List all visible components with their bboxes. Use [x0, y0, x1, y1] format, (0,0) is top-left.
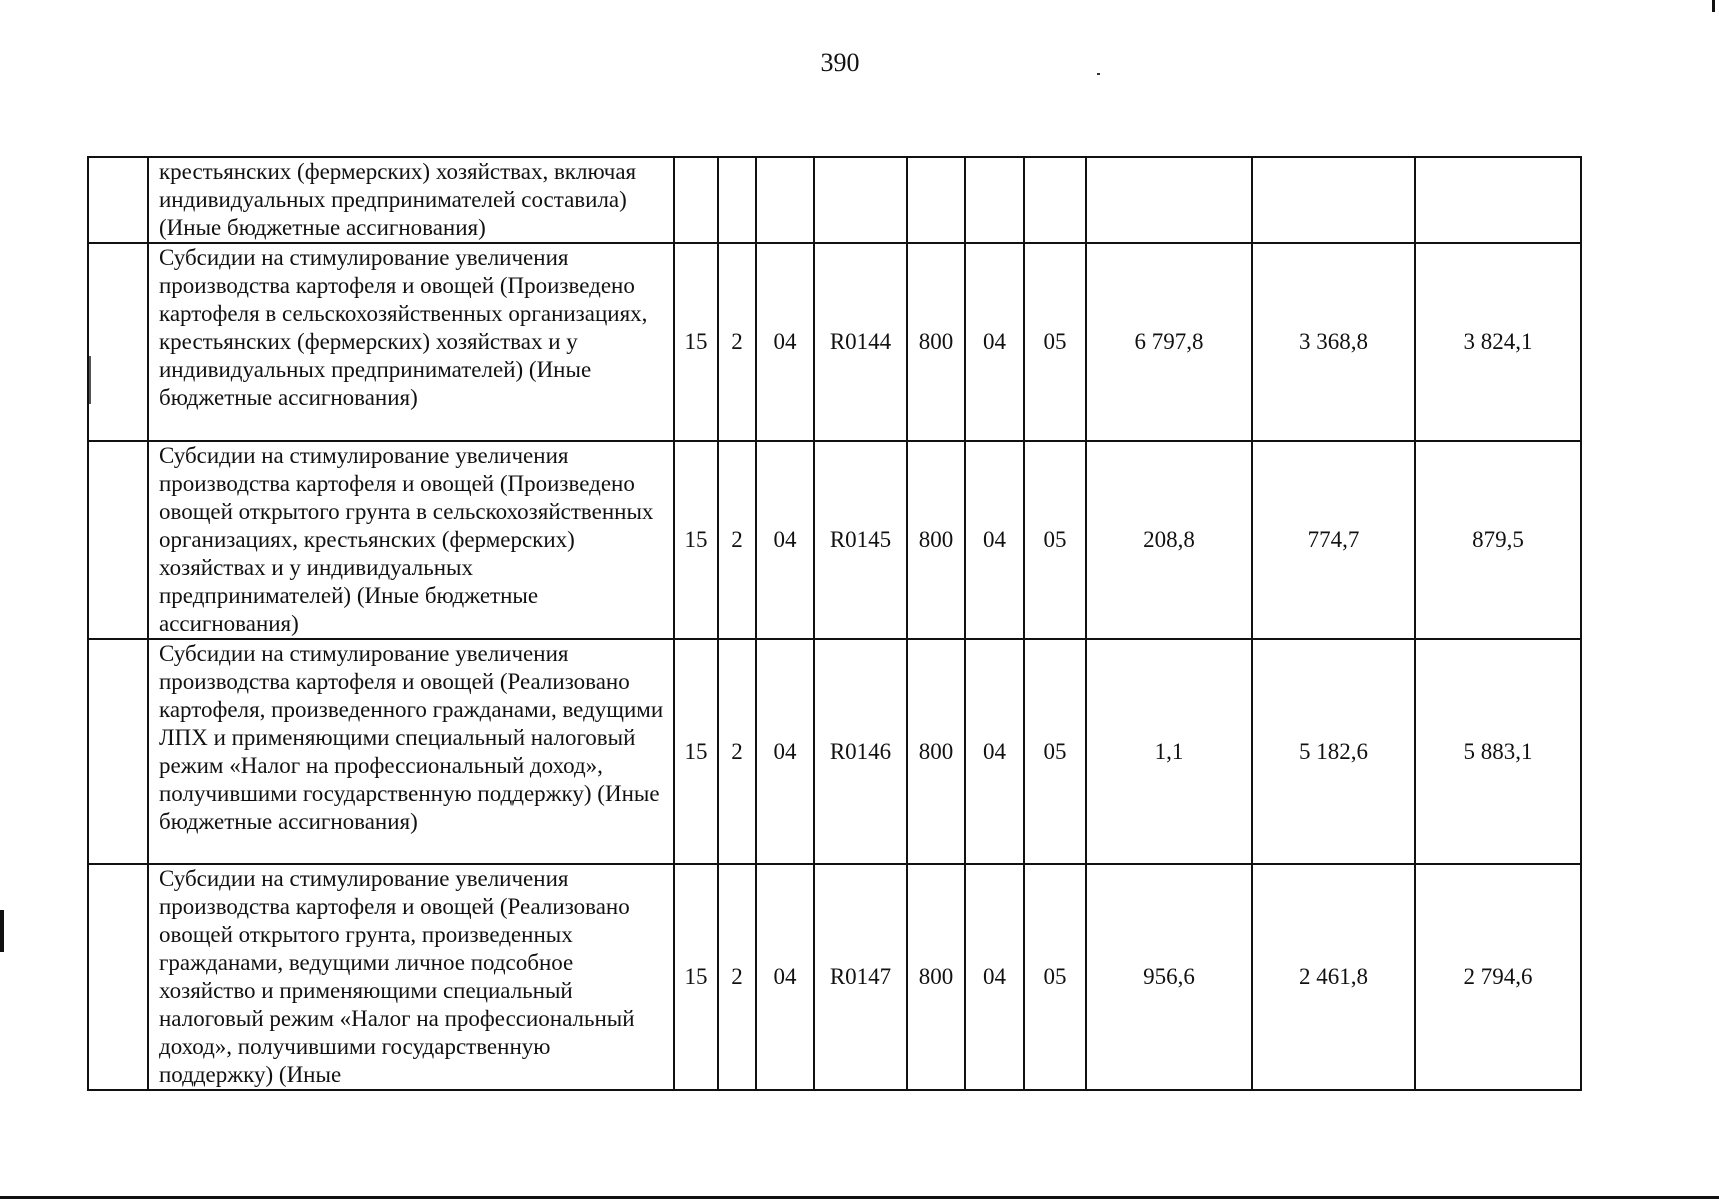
page-number: 390 — [820, 48, 860, 77]
row-number-cell — [88, 864, 148, 1090]
code-cell: 15 — [674, 639, 718, 864]
code-cell — [814, 157, 907, 243]
code-cell: 04 — [756, 639, 814, 864]
description-cell: Субсидии на стимулирование увеличения производства картофеля и овощей (Произведено овощей открытого грунта в сельскохозяйственных организациях, крестьянских (фермерских) хозяйствах и у индивидуальных предпринимателей) (Иные бюджетные ассигнования) — [148, 441, 674, 639]
code-cell: 05 — [1024, 864, 1086, 1090]
scan-edge-mark — [0, 910, 4, 952]
code-cell: 800 — [907, 441, 965, 639]
amount-cell — [1086, 157, 1252, 243]
code-cell: 04 — [756, 243, 814, 441]
scan-bottom-rule — [0, 1196, 1719, 1199]
description-cell: крестьянских (фермерских) хозяйствах, включая индивидуальных предпринимателей составила) (Иные бюджетные ассигнования) — [148, 157, 674, 243]
table-row — [88, 639, 1581, 864]
amount-cell: 6 797,8 — [1086, 243, 1252, 441]
code-cell: 2 — [718, 864, 756, 1090]
code-cell — [907, 157, 965, 243]
code-cell: 04 — [965, 243, 1024, 441]
code-cell: R0144 — [814, 243, 907, 441]
code-cell: 05 — [1024, 639, 1086, 864]
description-cell: Субсидии на стимулирование увеличения производства картофеля и овощей (Реализовано овощей открытого грунта, произведенных гражданами, ведущими личное подсобное хозяйство и применяющими специальный налоговый режим «Налог на профессиональный доход», получившими государственную поддержку) (Иные — [148, 864, 674, 1090]
code-cell: 15 — [674, 864, 718, 1090]
code-cell: 05 — [1024, 441, 1086, 639]
code-cell: 800 — [907, 639, 965, 864]
table-row — [88, 157, 1581, 243]
code-cell: 04 — [756, 441, 814, 639]
row-number-cell — [88, 243, 148, 441]
amount-cell: 1,1 — [1086, 639, 1252, 864]
code-cell: 15 — [674, 243, 718, 441]
table-row — [88, 864, 1581, 1090]
amount-cell — [1415, 157, 1581, 243]
code-cell — [756, 157, 814, 243]
code-cell: 2 — [718, 639, 756, 864]
amount-cell: 3 368,8 — [1252, 243, 1415, 441]
code-cell — [718, 157, 756, 243]
code-cell: 04 — [965, 864, 1024, 1090]
row-number-cell — [88, 639, 148, 864]
row-number-cell — [88, 157, 148, 243]
amount-cell: 3 824,1 — [1415, 243, 1581, 441]
row-number-cell — [88, 441, 148, 639]
amount-cell: 2 794,6 — [1415, 864, 1581, 1090]
code-cell: 2 — [718, 441, 756, 639]
amount-cell: 956,6 — [1086, 864, 1252, 1090]
description-cell: Субсидии на стимулирование увеличения производства картофеля и овощей (Произведено картофеля в сельскохозяйственных организациях, крестьянских (фермерских) хозяйствах и у индивидуальных предпринимателей) (Иные бюджетные ассигнования) — [148, 243, 674, 441]
amount-cell: 208,8 — [1086, 441, 1252, 639]
code-cell: 15 — [674, 441, 718, 639]
budget-table — [87, 156, 1582, 1091]
description-cell: Субсидии на стимулирование увеличения производства картофеля и овощей (Реализовано картофеля, произведенного гражданами, ведущими ЛПХ и применяющими специальный налоговый режим «Налог на профессиональный доход», получившими государственную поддержку) (Иные бюджетные ассигнования) — [148, 639, 674, 864]
code-cell: R0147 — [814, 864, 907, 1090]
code-cell: R0145 — [814, 441, 907, 639]
code-cell: 2 — [718, 243, 756, 441]
amount-cell: 774,7 — [1252, 441, 1415, 639]
table-row — [88, 441, 1581, 639]
code-cell: 04 — [965, 639, 1024, 864]
code-cell: R0146 — [814, 639, 907, 864]
amount-cell: 5 182,6 — [1252, 639, 1415, 864]
scan-edge-mark — [1712, 0, 1715, 12]
code-cell: 05 — [1024, 243, 1086, 441]
table-row — [88, 243, 1581, 441]
amount-cell: 2 461,8 — [1252, 864, 1415, 1090]
code-cell: 04 — [965, 441, 1024, 639]
code-cell: 800 — [907, 864, 965, 1090]
amount-cell — [1252, 157, 1415, 243]
amount-cell: 879,5 — [1415, 441, 1581, 639]
code-cell — [1024, 157, 1086, 243]
code-cell — [674, 157, 718, 243]
code-cell: 04 — [756, 864, 814, 1090]
code-cell: 800 — [907, 243, 965, 441]
code-cell — [965, 157, 1024, 243]
amount-cell: 5 883,1 — [1415, 639, 1581, 864]
